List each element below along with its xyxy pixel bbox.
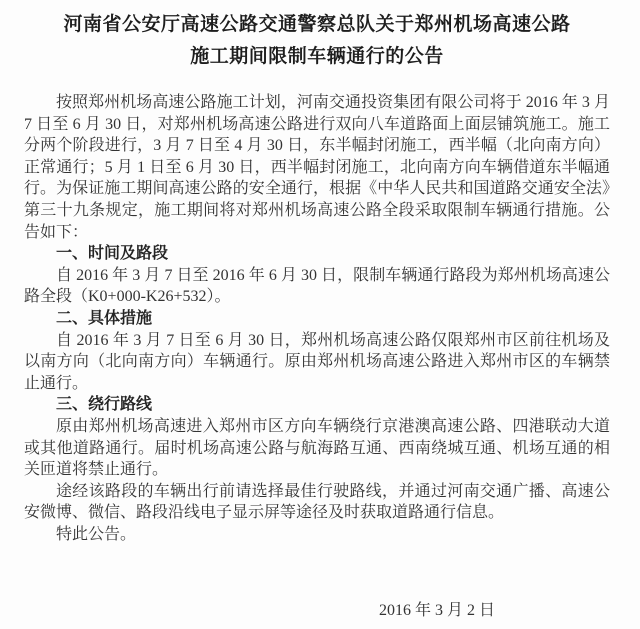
notice-title-line2: 施工期间限制车辆通行的公告 [190,46,444,67]
section-3-heading: 三、绕行路线 [56,396,153,414]
advice-paragraph: 途经该路段的车辆出行前请选择最佳行驶路线，并通过河南交通广播、高速公安微博、微信、路段沿线电子显示屏等途径及时获取道路通行信息。 [24,482,610,522]
section-2-heading: 二、具体措施 [56,309,153,327]
intro-paragraph: 按照郑州机场高速公路施工计划，河南交通投资集团有限公司将于 2016 年 3 月 7 日至 6 月 30 日，对郑州机场高速公路进行双向八车道路面上面层铺筑施工。施工分两个阶段进行，3 月 7 日至 4 月 30 日，东半幅封闭施工，西半幅（北向南方向）正常通行；5 月 1 日至 6 月 30 日，西半幅封闭施工，北向南方向车辆借道东半幅通行。为保证施工期间高速公路的安全通行，根据《中华人民共和国道路交通安全法》第三十九条规定，施工期间将对郑州机场高速公路全段采取限制车辆通行措施。公告如下： [24,94,610,241]
section-3-body: 原由郑州机场高速进入郑州市区方向车辆绕行京港澳高速公路、四港联动大道或其他道路通行。届时机场高速公路与航海路互通、西南绕城互通、机场互通的相关匝道将禁止通行。 [24,417,610,479]
notice-title [24,9,610,73]
notice-title-line1: 河南省公安厅高速公路交通警察总队关于郑州机场高速公路 [63,14,571,35]
notice-date: 2016 年 3 月 2 日 [378,602,495,620]
section-1-heading: 一、时间及路段 [56,245,169,263]
section-1-body: 自 2016 年 3 月 7 日至 2016 年 6 月 30 日，限制车辆通行路段为郑州机场高速公路全段（K0+000-K26+532）。 [24,266,610,306]
section-2-body: 自 2016 年 3 月 7 日至 6 月 30 日，郑州机场高速公路仅限郑州市区前往机场及以南方向（北向南方向）车辆通行。原由郑州机场高速公路进入郑州市区的车辆禁止通行。 [24,331,610,392]
notice-body [24,92,610,545]
closing-statement: 特此公告。 [56,525,137,543]
